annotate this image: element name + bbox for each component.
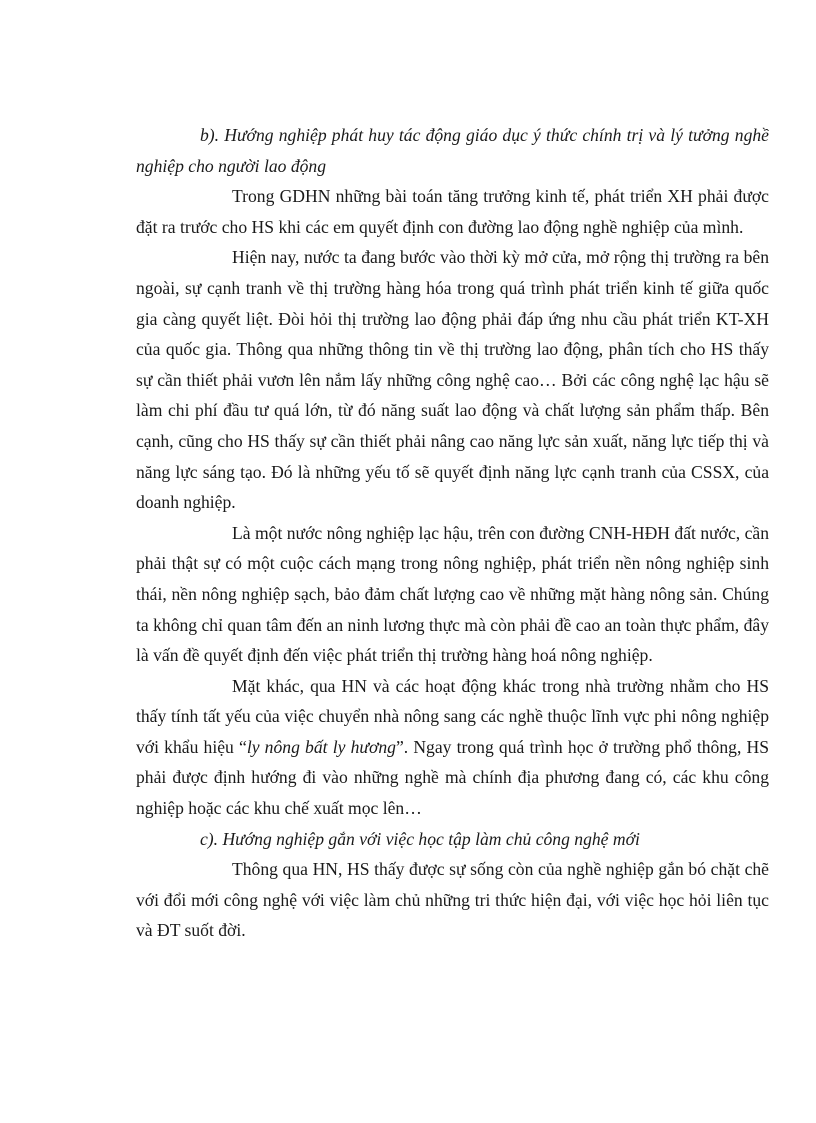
paragraph-slogan-text-after: ”. Ngay trong quá trình học ở trường phổ thông, HS phải được định hướng đi vào những nghề mà chính địa phương đang có, các khu công nghiệp hoặc các khu chế xuất mọc lên…: [136, 736, 770, 819]
paragraph-slogan-text-before: Mặt khác, qua HN và các hoạt động khác trong nhà trường nhằm cho HS thấy tính tất yếu của việc chuyển nhà nông sang các nghề thuộc lĩnh vực phi nông nghiệp với khẩu hiệu “: [136, 675, 769, 757]
slogan-italic: ly nông bất ly hương: [246, 736, 396, 757]
section-heading-b: b). Hướng nghiệp phát huy tác động giáo dục ý thức chính trị và lý tưởng nghề nghiệp cho người lao động: [136, 125, 769, 176]
paragraph-market: Hiện nay, nước ta đang bước vào thời kỳ mở cửa, mở rộng thị trường ra bên ngoài, sự cạnh tranh về thị trường hàng hóa trong quá trình phát triển kinh tế giữa quốc gia càng quyết liệt. Đòi hỏi thị trường lao động phải đáp ứng nhu cầu phát triển KT-XH của quốc gia. Thông qua những thông tin về thị trường lao động, phân tích cho HS thấy sự cần thiết phải vươn lên nắm lấy những công nghệ cao… Bởi các công nghệ lạc hậu sẽ làm chi phí đầu tư quá lớn, từ đó năng suất lao động và chất lượng sản phẩm thấp. Bên cạnh, cũng cho HS thấy sự cần thiết phải nâng cao năng lực sản xuất, năng lực tiếp thị và năng lực sáng tạo. Đó là những yếu tố sẽ quyết định năng lực cạnh tranh của CSSX, của doanh nghiệp.: [136, 247, 769, 513]
paragraph-slogan: [136, 671, 769, 824]
paragraph-gdhn: Trong GDHN những bài toán tăng trưởng kinh tế, phát triển XH phải được đặt ra trước cho HS khi các em quyết định con đường lao động nghề nghiệp của mình.: [136, 186, 769, 237]
paragraph-technology: Thông qua HN, HS thấy được sự sống còn của nghề nghiệp gắn bó chặt chẽ với đổi mới công nghệ với việc làm chủ những tri thức hiện đại, với việc học hỏi liên tục và ĐT suốt đời.: [136, 859, 769, 941]
section-heading-c: c). Hướng nghiệp gắn với việc học tập làm chủ công nghệ mới: [200, 828, 640, 849]
document-body: [136, 120, 769, 946]
paragraph-agriculture: Là một nước nông nghiệp lạc hậu, trên con đường CNH-HĐH đất nước, cần phải thật sự có một cuộc cách mạng trong nông nghiệp, phát triển nền nông nghiệp sinh thái, nền nông nghiệp sạch, bảo đảm chất lượng cao về những mặt hàng nông sản. Chúng ta không chỉ quan tâm đến an ninh lương thực mà còn phải đề cao an toàn thực phẩm, đây là vấn đề quyết định đến việc phát triển thị trường hàng hoá nông nghiệp.: [136, 522, 769, 666]
